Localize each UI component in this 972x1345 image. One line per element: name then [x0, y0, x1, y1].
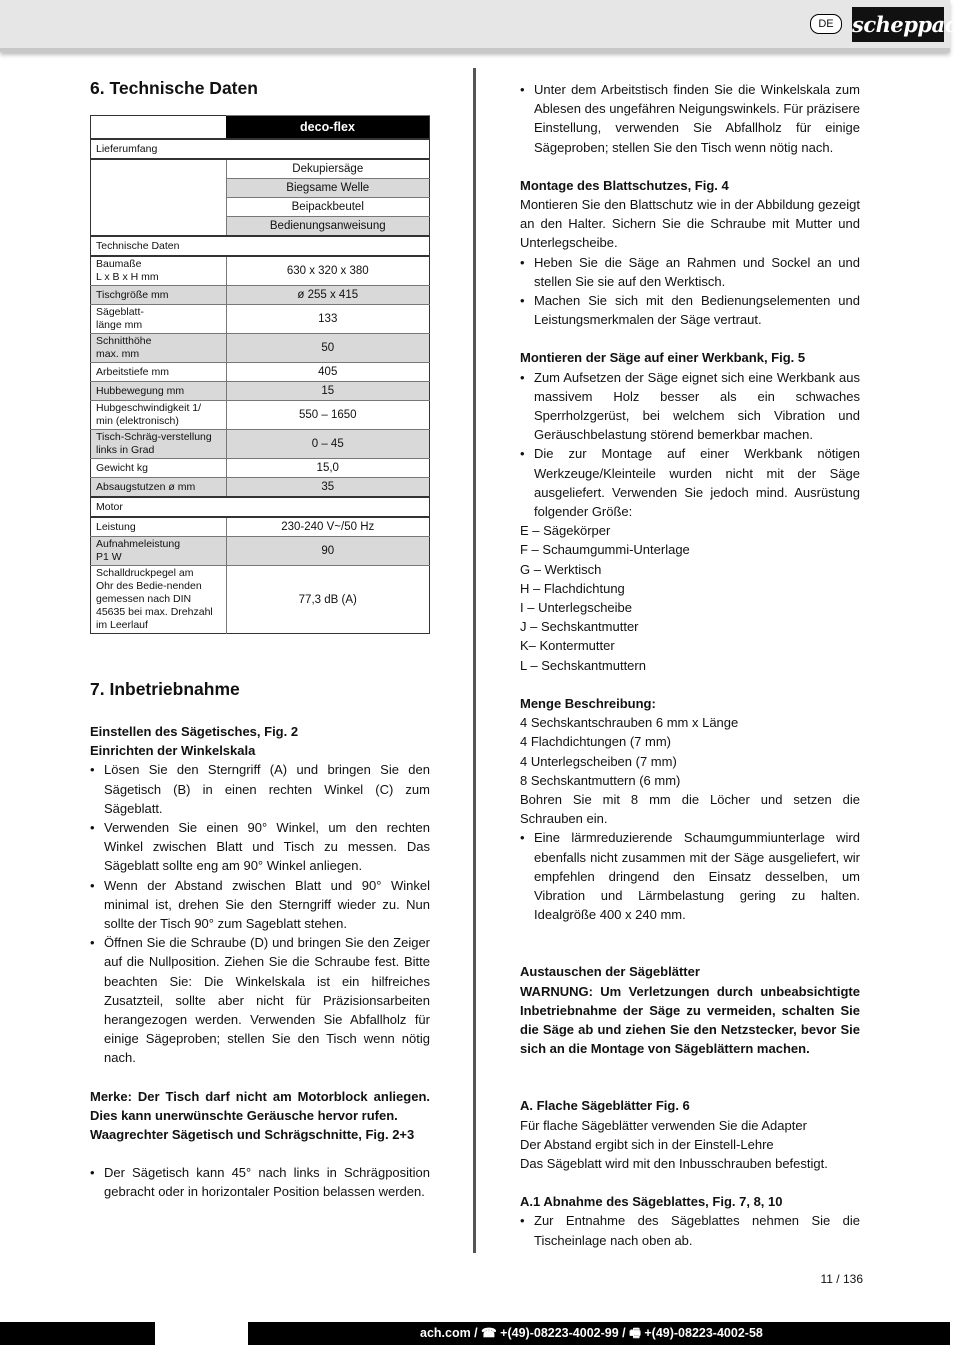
- spec-value: 50: [226, 334, 430, 363]
- subheading-saw-table: Einstellen des Sägetisches, Fig. 2: [90, 724, 299, 739]
- text-line: Das Sägeblatt wird mit den Inbusschrauben befestigt.: [520, 1155, 828, 1171]
- spec-value: 405: [226, 363, 430, 382]
- text-line: Für flache Sägeblätter verwenden Sie die Adapter: [520, 1117, 807, 1133]
- spec-row: [91, 459, 430, 478]
- spec-value: 77,3 dB (A): [226, 566, 430, 634]
- note-text: Merke: Der Tisch darf nicht am Motorblock anliegen. Dies kann unerwünschte Geräusche hervor rufen.: [90, 1088, 430, 1123]
- spec-label: Tischgröße mm: [91, 286, 227, 305]
- subheading-bevel-cuts: Waagrechter Sägetisch und Schrägschnitte, Fig. 2+3: [90, 1127, 415, 1143]
- list-item: • Eine lärmreduzierende Schaumgummiunterlage wird ebenfalls nicht zusammen mit der Säge ausgeliefert, wir empfehlen dringend den Einsatz desselben, um Vibration und Lärmbelastung gering zu halten. Idealgröße 400 x 240 mm.: [520, 828, 860, 924]
- quantity-item: 4 Unterlegscheiben (7 mm): [520, 753, 677, 769]
- left-column: [90, 78, 430, 1202]
- list-item: • Zum Aufsetzen der Säge eignet sich eine Werkbank aus massivem Holz besser als ein schwaches Sperrholzgerüst, bei welchem sich Vibration und Geräuschbelastung störend bemerkbar machen.: [520, 368, 860, 445]
- part-item: L – Sechskantmuttern: [520, 657, 646, 673]
- spec-row: [91, 566, 430, 634]
- exchange-title: Austauschen der Sägeblätter: [520, 964, 700, 980]
- removal-title: A.1 Abnahme des Sägeblattes, Fig. 7, 8, 10: [520, 1194, 783, 1210]
- setup-bullets: [90, 760, 430, 1067]
- blade-guard-bullets: [520, 253, 860, 330]
- part-item: J – Sechskantmutter: [520, 619, 639, 635]
- spec-label: Schalldruckpegel am Ohr des Bedie-nenden gemessen nach DIN 45635 bei max. Drehzahl im Leerlauf: [91, 566, 227, 634]
- part-item: E – Sägekörper: [520, 523, 611, 539]
- spec-label: Sägeblatt- länge mm: [91, 305, 227, 334]
- spec-value: 550 – 1650: [226, 401, 430, 430]
- spec-row: [91, 401, 430, 430]
- spec-label: Aufnahmeleistung P1 W: [91, 537, 227, 566]
- spec-value: 230-240 V~/50 Hz: [226, 517, 430, 537]
- spec-row: [91, 478, 430, 498]
- part-item: G – Werktisch: [520, 561, 602, 577]
- quantity-item: 8 Sechskantmuttern (6 mm): [520, 772, 681, 788]
- list-item: • Wenn der Abstand zwischen Blatt und 90° Winkel minimal ist, drehen Sie den Sterngriff wieder zu. Nun sollte der Tisch 90° zum Sageblatt stehen.: [90, 876, 430, 934]
- scope-item: Bedienungsanweisung: [226, 217, 430, 237]
- motor-label: Motor: [91, 497, 430, 517]
- blade-guard-title: Montage des Blattschutzes, Fig. 4: [520, 177, 729, 193]
- quantity-list: [520, 713, 860, 790]
- spec-row: [91, 537, 430, 566]
- spec-value: 133: [226, 305, 430, 334]
- warning-text: WARNUNG: Um Verletzungen durch unbeabsichtigte Inbetriebnahme der Säge zu vermeiden, schalten Sie die Säge ab und ziehen Sie den Netzstecker, bevor Sie sich an die Montage von Sägeblättern machen.: [520, 983, 860, 1057]
- spec-row: [91, 517, 430, 537]
- text-line: Der Abstand ergibt sich in der Einstell-Lehre: [520, 1136, 774, 1152]
- header-bar: [0, 0, 950, 52]
- part-item: F – Schaumgummi-Unterlage: [520, 542, 690, 558]
- parts-list: [520, 521, 860, 675]
- list-item: • Lösen Sie den Sterngriff (A) und bringen Sie den Sägetisch (B) in einen rechten Winkel (C) zum Sägeblatt.: [90, 760, 430, 818]
- list-item: • Heben Sie die Säge an Rahmen und Sockel an und stellen Sie sie auf den Werktisch.: [520, 253, 860, 291]
- spec-row: [91, 305, 430, 334]
- scope-item: Biegsame Welle: [226, 179, 430, 198]
- spec-value: 35: [226, 478, 430, 498]
- spec-value: ø 255 x 415: [226, 286, 430, 305]
- spec-label: Leistung: [91, 517, 227, 537]
- spec-row: [91, 334, 430, 363]
- list-item: • Machen Sie sich mit den Bedienungselementen und Leistungsmerkmalen der Säge vertraut.: [520, 291, 860, 329]
- part-item: I – Unterlegscheibe: [520, 600, 633, 616]
- spec-label: Hubgeschwindigkeit 1/ min (elektronisch): [91, 401, 227, 430]
- spec-label: Absaugstutzen ø mm: [91, 478, 227, 498]
- subheading-angle-scale: Einrichten der Winkelskala: [90, 743, 256, 759]
- footer-contact: ach.com / ☎ +(49)-08223-4002-99 / 🖷 +(49)-08223-4002-58: [420, 1326, 763, 1340]
- blade-guard-text: Montieren Sie den Blattschutz wie in der Abbildung gezeigt an den Halter. Sichern Sie die Schraube mit Mutter und Unterlegscheibe.: [520, 197, 860, 251]
- part-item: H – Flachdichtung: [520, 580, 625, 596]
- quantity-item: 4 Flachdichtungen (7 mm): [520, 734, 672, 750]
- list-item: • Verwenden Sie einen 90° Winkel, um den rechten Winkel zwischen Blatt und Tisch zu messen. Das Sägeblatt sollte eng am 90° Winkel anliegen.: [90, 818, 430, 876]
- lieferumfang-label: Lieferumfang: [91, 139, 430, 159]
- spec-value: 0 – 45: [226, 430, 430, 459]
- flat-blades-text: [520, 1116, 860, 1174]
- spec-value: 630 x 320 x 380: [226, 256, 430, 286]
- list-item: • Zur Entnahme des Sägeblattes nehmen Sie die Tischeinlage nach oben ab.: [520, 1211, 860, 1249]
- language-badge: DE: [810, 14, 842, 34]
- list-item: • Die zur Montage auf einer Werkbank nötigen Werkzeuge/Kleinteile wurden nicht mit der Säge ausgeliefert. Verwenden Sie jedoch mind. Ausrüstung folgender Größe:: [520, 444, 860, 521]
- spec-value: 15: [226, 382, 430, 401]
- quantity-item: 4 Sechskantschrauben 6 mm x Länge: [520, 715, 739, 731]
- scope-item: Dekupiersäge: [226, 159, 430, 179]
- spec-label: Schnitthöhe max. mm: [91, 334, 227, 363]
- drill-text: Bohren Sie mit 8 mm die Löcher und setzen die Schrauben ein.: [520, 791, 860, 827]
- part-item: K– Kontermutter: [520, 638, 615, 654]
- page-number: 11 / 136: [820, 1272, 863, 1286]
- spec-row: [91, 430, 430, 459]
- tech-data-table: [90, 115, 430, 634]
- model-header: deco-flex: [226, 116, 430, 140]
- list-item: • Der Sägetisch kann 45° nach links in Schrägposition gebracht oder in horizontaler Position belassen werden.: [90, 1163, 430, 1201]
- spec-label: Baumaße L x B x H mm: [91, 256, 227, 286]
- spec-label: Gewicht kg: [91, 459, 227, 478]
- right-column: [520, 80, 860, 1250]
- scope-item: Beipackbeutel: [226, 198, 430, 217]
- quantity-title: Menge Beschreibung:: [520, 695, 656, 711]
- tech-data-label: Technische Daten: [91, 236, 430, 256]
- bench-title: Montieren der Säge auf einer Werkbank, Fig. 5: [520, 350, 806, 366]
- spec-label: Arbeitstiefe mm: [91, 363, 227, 382]
- section-7-title: 7. Inbetriebnahme: [90, 679, 240, 699]
- list-item: • Öffnen Sie die Schraube (D) und bringen Sie den Zeiger auf die Nullposition. Ziehen Sie die Schraube fest. Bitte beachten Sie: Die Winkelskala ist ein hilfreiches Zusatzteil, sollte aber nicht für Präzisionsarbeiten herangezogen werden. Verwenden Sie Abfallholz für einige Sägeproben; stellen Sie den Tisch wenn nötig nach.: [90, 933, 430, 1067]
- spec-label: Hubbewegung mm: [91, 382, 227, 401]
- spec-row: [91, 256, 430, 286]
- column-divider: [473, 68, 476, 1253]
- spec-row: [91, 286, 430, 305]
- flat-blades-title: A. Flache Sägeblätter Fig. 6: [520, 1098, 690, 1114]
- spec-label: Tisch-Schräg-verstellung links in Grad: [91, 430, 227, 459]
- bench-bullets: [520, 368, 860, 522]
- footer-white-block: [155, 1322, 248, 1345]
- spec-row: [91, 382, 430, 401]
- list-item: • Unter dem Arbeitstisch finden Sie die Winkelskala zum Ablesen des ungefähren Neigungswinkels. Für präzisere Einstellung, verwenden Sie Abfallholz für einige Sägeproben; stellen Sie den Tisch wenn nötig nach.: [520, 80, 860, 157]
- bevel-bullets: [90, 1163, 430, 1201]
- spec-row: [91, 363, 430, 382]
- spec-value: 15,0: [226, 459, 430, 478]
- spec-value: 90: [226, 537, 430, 566]
- scheppach-logo: scheppach: [852, 7, 944, 42]
- section-6-title: 6. Technische Daten: [90, 78, 258, 98]
